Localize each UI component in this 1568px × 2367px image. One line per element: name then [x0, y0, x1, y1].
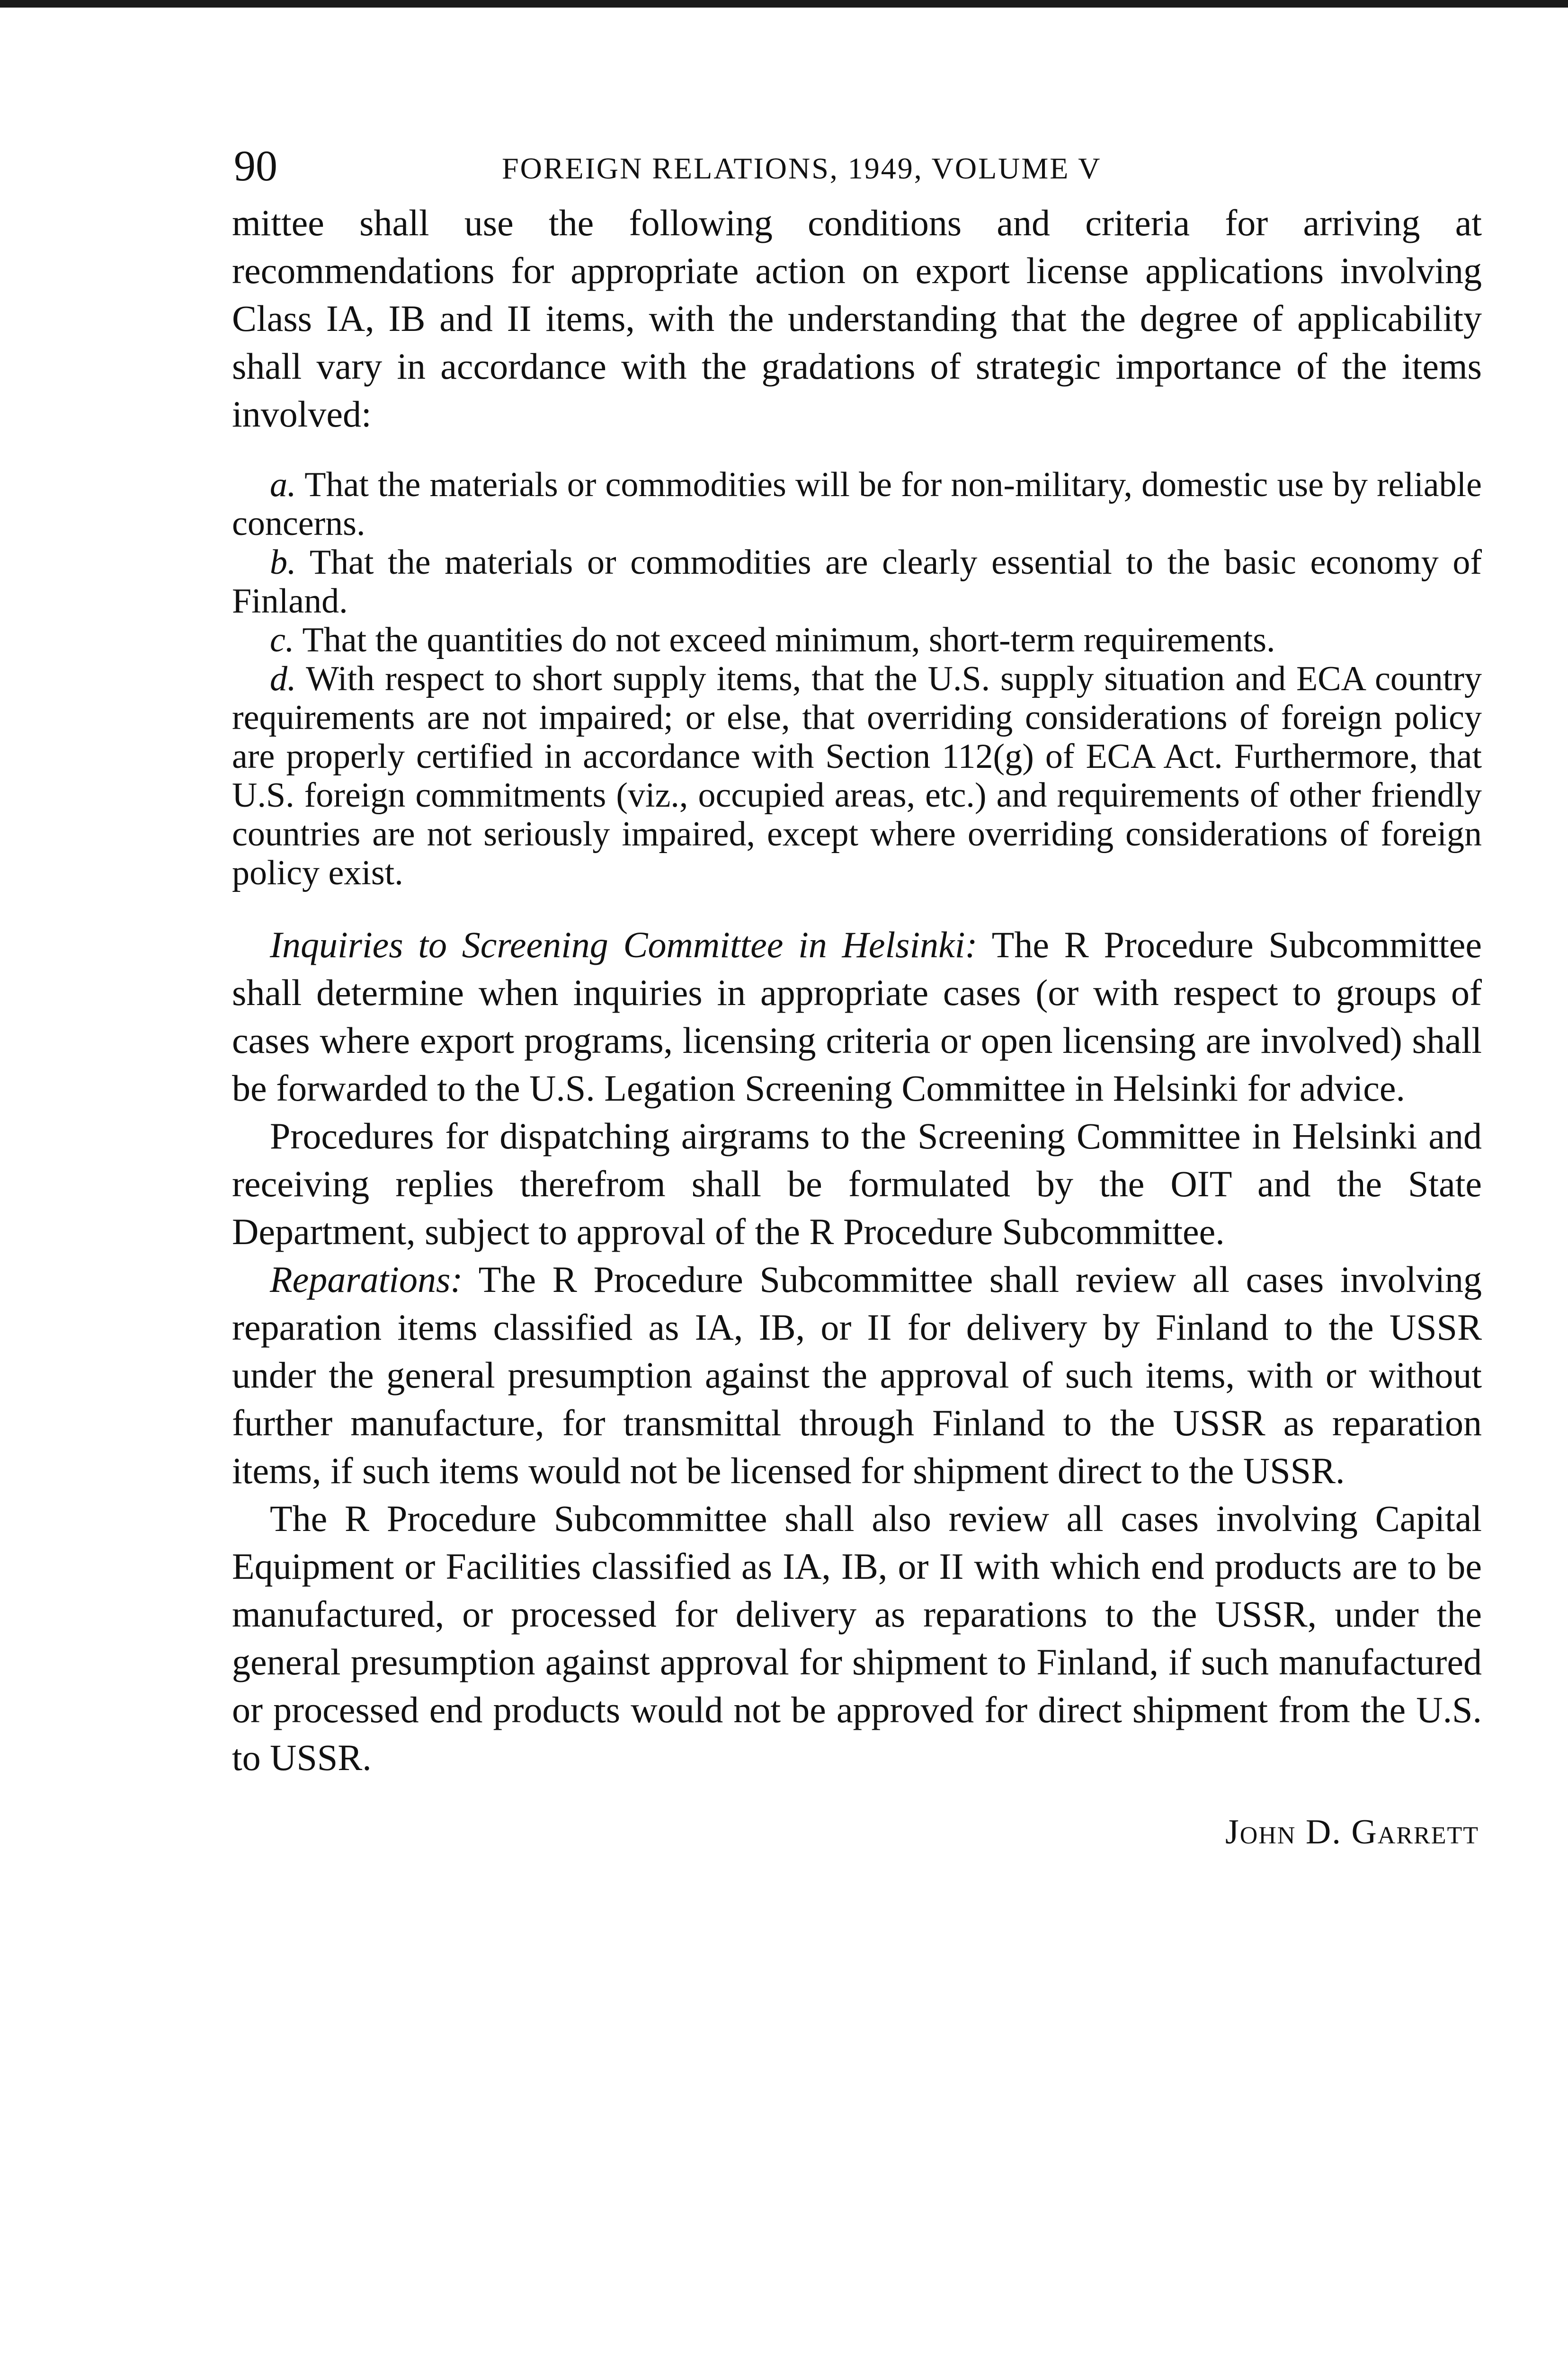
criteria-list — [232, 465, 1482, 892]
criterion-text: That the quantities do not exceed minimum, short-term requirements. — [302, 621, 1275, 659]
reparations-paragraph — [232, 1255, 1482, 1495]
signature: John D. Garrett — [1225, 1813, 1479, 1851]
criterion-text: That the materials or commodities are clearly essential to the basic economy of Finland. — [232, 543, 1482, 621]
running-title: FOREIGN RELATIONS, 1949, VOLUME V — [502, 151, 1102, 185]
criterion-text: That the materials or commodities will be for non-military, domestic use by reliable concerns. — [232, 465, 1482, 543]
inquiries-paragraph — [232, 921, 1482, 1112]
intro-paragraph: mittee shall use the following conditions and criteria for arriving at recommendations for appropriate action on export license applications involving Class IA, IB and II items, with the understanding that the degree of applicability shall vary in accordance with the gradations of strategic importance of the items involved: — [232, 202, 1482, 435]
reparations-heading: Reparations: — [270, 1259, 463, 1300]
criterion-c — [232, 621, 1482, 659]
page-number: 90 — [234, 142, 277, 190]
criterion-b — [232, 543, 1482, 621]
criterion-a — [232, 465, 1482, 543]
procedures-paragraph: Procedures for dispatching airgrams to the Screening Committee in Helsinki and receiving replies therefrom shall be formulated by the OIT and the State Department, subject to approval of the R Procedure Subcommittee. — [232, 1115, 1482, 1252]
reparations-text: The R Procedure Subcommittee shall review all cases involving reparation items classified as IA, IB, or II for delivery by Finland to the USSR under the general presumption against the approval of such items, with or without further manufacture, for transmittal through Finland to the USSR as reparation items, if such items would not be licensed for shipment direct to the USSR. — [232, 1259, 1482, 1491]
criterion-d — [232, 659, 1482, 892]
document-page — [232, 137, 1482, 1853]
criterion-letter: d. — [270, 659, 296, 698]
top-scan-border — [0, 0, 1568, 8]
capital-equipment-paragraph: The R Procedure Subcommittee shall also review all cases involving Capital Equipment or Facilities classified as IA, IB, or II with which end products are to be manufactured, or processed for delivery as reparations to the USSR, under the general presumption against approval for shipment to Finland, if such manufactured or processed end products would not be approved for direct shipment from the U.S. to USSR. — [232, 1498, 1482, 1778]
criterion-letter: c. — [270, 621, 294, 659]
criterion-text: With respect to short supply items, that the U.S. supply situation and ECA country requirements are not impaired; or else, that overriding considerations of foreign policy are properly certified in accordance with Section 112(g) of ECA Act. Furthermore, that U.S. foreign commitments (viz., occupied areas, etc.) and requirements of other friendly countries are not seriously impaired, except where overriding considerations of foreign policy exist. — [232, 659, 1482, 892]
running-head — [232, 137, 1482, 199]
inquiries-text: The R Procedure Subcommittee shall determine when inquiries in appropriate cases (or with respect to groups of cases where export programs, licensing criteria or open licensing are involved) shall be forwarded to the U.S. Legation Screening Committee in Helsinki for advice. — [232, 924, 1482, 1109]
criterion-letter: b. — [270, 543, 296, 582]
criterion-letter: a. — [270, 465, 296, 504]
inquiries-heading: Inquiries to Screening Committee in Helsinki: — [270, 924, 978, 965]
